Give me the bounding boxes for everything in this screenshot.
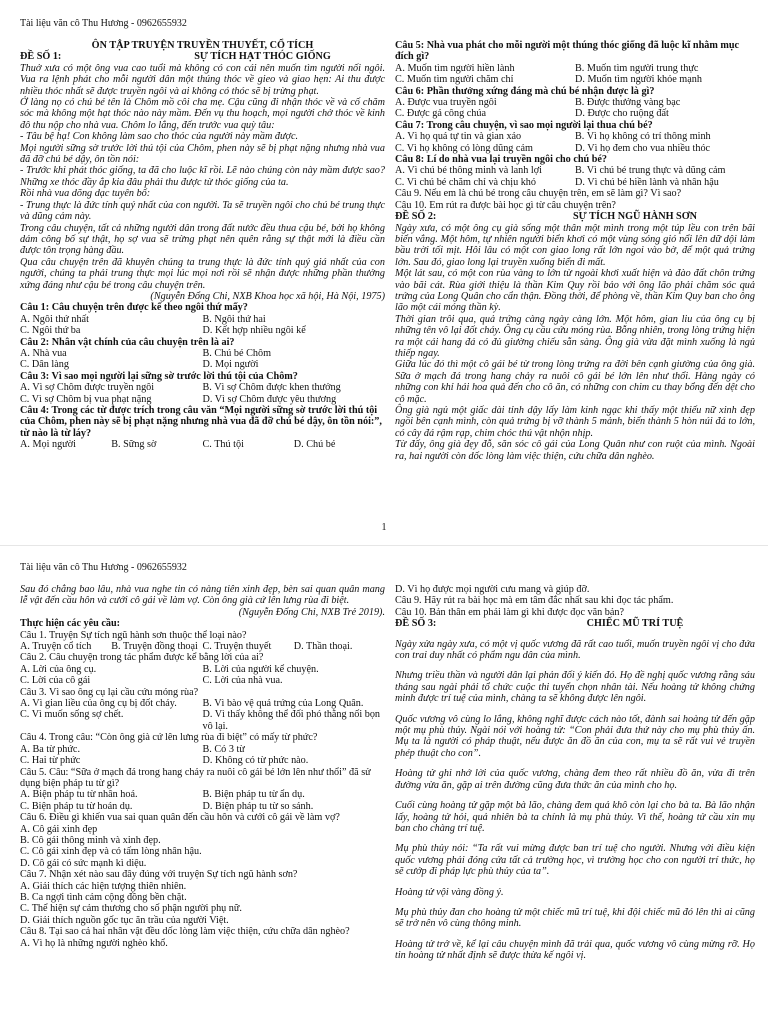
- story-paragraph: Thuở xưa có một ông vua cao tuổi mà không có con cái nên muốn tìm người nối ngôi. Vua ra lệnh phát cho mỗi người dân một thúng thóc về gieo và giao hẹn: Ai thu được nhiều thóc nhất sẽ được truyền ngôi và ai không có thóc sẽ bị trừng phạt.: [20, 62, 385, 97]
- answer-option: B. Sững sờ: [111, 439, 157, 451]
- answer-row: [395, 108, 755, 119]
- answer-row: [20, 698, 385, 709]
- exam-heading: [20, 51, 385, 62]
- source-citation: (Nguyễn Đổng Chi, NXB Khoa học xã hội, Hà Nội, 1975): [150, 290, 385, 302]
- story-paragraph: Mụ phù thủy đan cho hoàng tử một chiếc mũ trí tuệ, khi đội chiếc mũ đó lên thì ai cũng sẽ trở nên vô cùng thông minh.: [395, 906, 755, 930]
- answer-option: D. Vì chú bé hiền lành và nhân hậu: [575, 176, 719, 188]
- story-paragraph: Ông già ngủ một giấc dài tỉnh dậy lấy làm kinh ngạc khi thấy một thiếu nữ xinh đẹp ngồi bên cạnh mình, còn quả trứng bị vỡ thành 5 mảnh, biến thành 5 hòn núi đá to lớn, có cây đá rậm rạp, chim chóc thú vật nhộn nhịp.: [395, 405, 755, 439]
- answer-option: A. Cô gái xinh đẹp: [20, 823, 98, 835]
- question: Câu 5: Nhà vua phát cho mỗi người một thúng thóc giống đã luộc kĩ nhằm mục đích gì?: [395, 40, 740, 63]
- story-paragraph: Hoàng tử trở về, kể lại câu chuyện mình đã trải qua, quốc vương vô cùng mừng rỡ. Họ tin hoàng tử nhất định sẽ được thừa kế ngôi vị.: [395, 938, 755, 962]
- question: Câu 9. Hãy rút ra bài học mà em tâm đắc nhất sau khi đọc tác phẩm.: [395, 595, 674, 607]
- answer-option: C. Lời của cô gái: [20, 675, 91, 687]
- answer-option: C. Vì muốn sống sợ chết.: [20, 709, 124, 721]
- answer-option: B. Cô gái thông minh và xinh đẹp.: [20, 834, 161, 846]
- answer-option: D. Cô gái có sức mạnh kì diệu.: [20, 857, 147, 869]
- answer-row: [395, 165, 755, 176]
- answer-option: B. Muốn tìm người trung thực: [575, 62, 699, 74]
- answer-option: C. Ngôi thứ ba: [20, 325, 81, 337]
- question: Câu 6. Điều gì khiến vua sai quan quân đến cầu hôn và cưới cô gái về làm vợ?: [20, 812, 340, 824]
- exam-number: ĐỀ SỐ 3:: [395, 618, 437, 630]
- question: Câu 7. Nhận xét nào sau đây đúng với truyện Sự tích ngũ hành sơn?: [20, 869, 298, 881]
- answer-row: [20, 755, 385, 766]
- answer-row: [395, 131, 755, 142]
- question: Câu 8. Tại sao cả hai nhân vật đều dốc lòng làm việc thiện, cứu chữa dân nghèo?: [20, 926, 350, 938]
- exam-number: ĐỀ SỐ 1:: [20, 51, 62, 63]
- answer-option: A. Vì họ là những người nghèo khổ.: [20, 937, 168, 949]
- section-heading: Thực hiện các yêu cầu:: [20, 618, 121, 630]
- answer-option: B. Biện pháp tu từ ẩn dụ.: [202, 789, 305, 801]
- answer-option: A. Ba từ phức.: [20, 743, 80, 755]
- answer-row: [20, 359, 385, 370]
- answer-option: D. Được cho ruộng đất: [575, 108, 669, 120]
- answer-row: [20, 675, 385, 686]
- answer-option: A. Mọi người: [20, 439, 76, 451]
- answer-option: C. Dân làng: [20, 359, 69, 371]
- answer-option: D. Kết hợp nhiều ngôi kể: [202, 325, 306, 337]
- question: Câu 2. Câu chuyện trong tác phẩm được kể bằng lời của ai?: [20, 652, 264, 664]
- right-column: [395, 40, 755, 462]
- question: Câu 3. Vì sao ông cụ lại cầu cứu móng rùa?: [20, 686, 199, 698]
- answer-option: A. Muốn tìm người hiền lành: [395, 62, 515, 74]
- answer-option: C. Thể hiện sự cảm thương cho số phận người phụ nữ.: [20, 903, 242, 915]
- answer-option: B. Lời của người kể chuyện.: [202, 663, 319, 675]
- answer-option: C. Thú tội: [202, 439, 244, 451]
- answer-option: D. Thần thoại.: [293, 641, 353, 653]
- story-paragraph: Qua câu chuyện trên đã khuyên chúng ta trung thực là đức tính quý giá nhất của con người, chúng ta phải trung thực mọi lúc mọi nơi rồi sẽ nhận được những phần thưởng xứng đáng như cậu bé trong câu chuyện trên.: [20, 256, 385, 291]
- answer-row: [20, 709, 385, 732]
- left-column: [20, 584, 385, 949]
- answer-option: C. Biện pháp tu từ hoán dụ.: [20, 800, 133, 812]
- answer-row: [395, 63, 755, 74]
- page-number: 1: [381, 522, 387, 533]
- story-paragraph: - Trước khi phát thóc giống, ta đã cho luộc kĩ rồi. Lẽ nào chúng còn này mầm được sao? Những xe thóc đầy ắp kia đâu phải thu được từ thóc giống của ta.: [20, 165, 385, 188]
- question: Câu 7: Trong câu chuyện, vì sao mọi người lại thua chú bé?: [395, 119, 653, 131]
- story-paragraph: Trong câu chuyện, tất cả những người dân trong đất nước đều thua cậu bé, bởi họ không dám công bố sự thật, họ sợ vua sẽ trừng phạt nên quên rằng sự thật mới là điều cần được tôn trọng hàng đầu.: [20, 222, 385, 257]
- answer-row: [20, 325, 385, 336]
- question: Câu 1: Câu chuyện trên được kể theo ngôi thứ mấy?: [20, 302, 248, 314]
- story-paragraph: Quốc vương vô cùng lo lắng, không nghĩ được cách nào tốt, đành sai hoàng tử đến gặp một mụ phù thủy. Ngài nói với hoàng tử: “Con phải đưa thứ này cho mụ phù thủy ấn. Mụ ta là người có pháp thuật, nếu được ăn đồ ăn của con, mụ ta sẽ rất vui vẻ truyền phép thuật cho con”.: [395, 713, 755, 759]
- story-paragraph: Ở làng nọ có chú bé tên là Chôm mồ côi cha mẹ. Cậu cũng đi nhận thóc về và cố chăm sóc mà không một hạt thóc nào này mầm. Đến vụ thu hoạch, mọi người chở thóc về kinh đô thu nộp cho nhà vua. Chôm lo lắng, đến trước vua quỳ tâu:: [20, 97, 385, 131]
- answer-option: A. Nhà vua: [20, 347, 67, 359]
- story-paragraph: Thời gian trôi qua, quả trứng càng ngày càng lớn. Một hôm, gian liu của ông cụ bị những tên vô lại đốt cháy. Ông cụ cầu cứu móng rùa. Bỗng nhiên, trong lòng trứng hiện ra một cái hang đá có đủ giường chiếu sẵn sàng. Ông già vừa đặt mình xuống là ngủ thiếp ngay.: [395, 313, 755, 359]
- answer-option: B. Truyện đồng thoại: [111, 641, 198, 653]
- answer-option: C. Hai từ phức: [20, 755, 81, 767]
- answer-row: [20, 789, 385, 800]
- answer-option: D. Biện pháp tu từ so sánh.: [202, 800, 314, 812]
- story-paragraph: Rồi nhà vua dõng dạc tuyên bố:: [20, 188, 151, 200]
- answer-option: B. Có 3 từ: [202, 743, 245, 755]
- answer-option: A. Vì họ quá tự tin và gian xảo: [395, 131, 522, 143]
- answer-option: C. Muốn tìm người chăm chỉ: [395, 74, 514, 86]
- story-paragraph: Một lát sau, có một con rùa vàng to lớn từ ngoài khơi xuất hiện và đào đất chôn trứng vào bãi cát. Rùa giới thiệu là thần Kim Quy rồi bảo với ông lão phải chăm sóc quả trứng của Long Quân cho cẩn thận. Đồng thời, để phòng về, thần Kim Quy ban cho ông lão một cái móng thần kỳ.: [395, 268, 755, 314]
- answer-row: [20, 664, 385, 675]
- answer-option: A. Giải thích các hiện tượng thiên nhiên.: [20, 880, 187, 892]
- answer-row: [20, 801, 385, 812]
- answer-option: D. Muốn tìm người khỏe mạnh: [575, 74, 702, 86]
- story-paragraph: Ngày xưa, có một ông cụ già sống một thân một mình trong một túp lều con trên bãi biển vắng. Một hôm, tự nhiên người biển khơi có một vùng sóng gió nổi lên dữ dội làm bầu trời tối mịt. Hôi lâu có một con giao long rất lớn ngoi vào bờ, để một quả trứng lớn. Sau đó, giao long lại truyền xuống biển đi mất.: [395, 222, 755, 268]
- story-paragraph: Giữa lúc đó thì một cô gái bé từ trong lòng trứng ra đời bên cạnh giường của ông già. Sữa ở mạch đá trong hang chảy ra nuôi cô gái bé lớn lên như thổi. Hàng ngày có những con khỉ hái hoa quả đến cho cô ăn, có những con chim cu thay bổng đến dệt cho cô mặc.: [395, 359, 755, 405]
- question: Câu 9. Nếu em là chú bé trong câu chuyện trên, em sẽ làm gì? Vì sao?: [395, 188, 682, 200]
- story-title: SỰ TÍCH NGŨ HÀNH SƠN: [573, 211, 697, 223]
- story-paragraph: Hoàng tử vội vàng đồng ý.: [395, 886, 504, 898]
- left-column: [20, 40, 385, 451]
- answer-option: A. Được vua truyền ngôi: [395, 97, 497, 109]
- answer-row: [20, 394, 385, 405]
- question: Câu 6: Phần thưởng xứng đáng mà chú bé nhận được là gì?: [395, 85, 655, 97]
- exam-heading: [395, 211, 755, 222]
- answer-option: D. Vì thấy không thể đối phó thằng nối bọn vô lại.: [202, 709, 381, 732]
- answer-row: [20, 314, 385, 325]
- answer-row: [395, 97, 755, 108]
- question: Câu 4: Trong các từ được trích trong câu văn “Mọi người sững sờ trước lời thú tội của Chôm, phen này sẽ bị phạt nặng nhưng nhà vua đã đỡ chú bé dậy, ôn tồn nói:”, từ nào là từ láy?: [20, 405, 382, 439]
- answer-option: C. Cô gái xinh đẹp và có tấm lòng nhân hậu.: [20, 846, 202, 858]
- right-column: [395, 584, 755, 962]
- answer-option: A. Truyện cổ tích: [20, 641, 92, 653]
- answer-row: [395, 177, 755, 188]
- page-header: Tài liệu văn cô Thu Hương - 0962655932: [20, 18, 187, 29]
- answer-option: A. Vì sợ Chôm được truyền ngôi: [20, 382, 155, 394]
- story-paragraph: - Tâu bệ hạ! Con không làm sao cho thóc của người này mầm được.: [20, 131, 299, 143]
- story-paragraph: Nhưng triều thần và người dân lại phản đối ý kiến đó. Họ đề nghị quốc vương rằng sáu tháng sau ngài phải tổ chức cuộc thi tuyển chọn nhân tài. Nếu hoàng tử không chứng minh được trí tuệ của mình, chàng ta sẽ không được lên ngôi.: [395, 670, 755, 705]
- answer-option: A. Ngôi thứ nhất: [20, 313, 89, 325]
- answer-option: B. Được thưởng vàng bạc: [575, 97, 681, 109]
- answer-option: C. Vì họ không có lòng dũng cảm: [395, 142, 533, 154]
- answer-option: D. Giải thích nguồn gốc tục ăn trầu của người Việt.: [20, 914, 229, 926]
- story-paragraph: Mụ phù thủy nói: “Ta rất vui mừng được ban trí tuệ cho người. Nhưng với điều kiện quốc vương phải đóng cửa tất cả trường học, vì trường học cho con người trí thức, họ sẽ cướp đi pháp lực phù thủy của ta”.: [395, 843, 755, 878]
- answer-option: D. Chú bé: [293, 439, 336, 451]
- question: Câu 8: Lí do nhà vua lại truyền ngôi cho chú bé?: [395, 154, 607, 166]
- answer-row: [395, 143, 755, 154]
- main-title: ÔN TẬP TRUYỆN TRUYỀN THUYẾT, CỔ TÍCH: [91, 40, 314, 51]
- source-citation: (Nguyễn Đổng Chi, NXB Trẻ 2019).: [238, 606, 385, 618]
- answer-option: C. Vì chú bé chăm chỉ và chịu khó: [395, 176, 536, 188]
- answer-option: A. Vì gian liều của ông cụ bị đốt cháy.: [20, 698, 177, 710]
- story-paragraph: Ngày xửa ngày xưa, có một vị quốc vương đã rất cao tuổi, muốn truyền ngôi vị cho đứa con trai duy nhất có phẩm ngu dân của mình.: [395, 638, 755, 662]
- answer-option: A. Biện pháp tu từ nhân hoá.: [20, 789, 138, 801]
- answer-row: [20, 641, 385, 652]
- story-title: CHIẾC MŨ TRÍ TUỆ: [586, 618, 684, 630]
- answer-option: D. Vì sợ Chôm được yêu thương: [202, 393, 337, 405]
- answer-row: [395, 74, 755, 85]
- answer-option: D. Vì họ đem cho vua nhiều thóc: [575, 142, 711, 154]
- answer-option: C. Vì sợ Chôm bị vua phạt nặng: [20, 393, 152, 405]
- page-header: Tài liệu văn cô Thu Hương - 0962655932: [20, 562, 187, 573]
- answer-option: C. Truyện thuyết: [202, 641, 272, 653]
- answer-row: [20, 439, 385, 450]
- story-title: SỰ TÍCH HẠT THÓC GIỐNG: [194, 51, 331, 63]
- answer-option: B. Vì chú bé trung thực và dũng cảm: [575, 165, 726, 177]
- exam-number: ĐỀ SỐ 2:: [395, 211, 437, 223]
- answer-option: B. Vì bào vệ quả trứng của Long Quân.: [202, 698, 364, 710]
- story-paragraph: Sau đó chẳng bao lâu, nhà vua nghe tin có nàng tiên xinh đẹp, bèn sai quan quân mang lễ vật đến cầu hôn và cưới cô gái về làm vợ. Còn ông già cứ lên lưng rùa đi biệt.: [20, 584, 385, 607]
- exam-heading: [395, 618, 755, 629]
- answer-row: [20, 744, 385, 755]
- story-paragraph: Mọi người sững sờ trước lời thú tội của Chôm, phen này sẽ bị phạt nặng nhưng nhà vua đã đỡ chú bé dậy, ôn tồn nói:: [20, 142, 385, 166]
- answer-option: A. Vì chú bé thông minh và lanh lợi: [395, 165, 542, 177]
- story-paragraph: Từ đấy, ông già đẹy đỗ, săn sóc cô gái của Long Quân như con ruột của mình. Ngoài ra, hai người còn dốc lòng làm việc thiện, cứu chữa dân nghèo.: [395, 439, 755, 462]
- answer-option: D. Mọi người: [202, 359, 259, 371]
- answer-option: D. Vì họ được mọi người cưu mang và giúp đỡ.: [395, 584, 590, 595]
- answer-option: A. Lời của ông cụ.: [20, 663, 97, 675]
- question: Câu 3: Vì sao mọi người lại sững sờ trước lời thú tội của Chôm?: [20, 370, 298, 382]
- question: Câu 10. Em rút ra được bài học gì từ câu chuyện trên?: [395, 199, 616, 211]
- story-paragraph: Cuối cùng hoàng tử gặp một bà lão, chàng đem quả khô còn lại cho bà ta. Bà lão nhận lấy, hoàng tử hỏi, quả nhiên bà ta chính là mụ phù thủy. Vì thế, hoàng tử cầu xin mụ ban cho chàng trí tuệ.: [395, 800, 755, 834]
- answer-option: B. Vì sợ Chôm được khen thưởng: [202, 382, 341, 394]
- document-page-2: [0, 546, 768, 1024]
- story-paragraph: - Trung thực là đức tính quý nhất của con người. Ta sẽ truyền ngôi cho chú bé trung thực và dũng cảm này.: [20, 199, 385, 223]
- question: Câu 4. Trong câu: “Còn ông già cứ lên lưng rùa đi biệt” có mấy từ phức?: [20, 732, 318, 744]
- answer-option: B. Ngôi thứ hai: [202, 313, 266, 325]
- answer-row: [20, 382, 385, 393]
- answer-option: C. Được gả công chúa: [395, 108, 486, 120]
- answer-option: B. Chú bé Chôm: [202, 347, 271, 359]
- question: Câu 10. Bản thân em phải làm gì khi được đọc văn bản?: [395, 606, 625, 618]
- question: Câu 1. Truyện Sự tích ngũ hành sơn thuộc thể loại nào?: [20, 629, 247, 641]
- question: Câu 5. Câu: “Sữa ở mạch đá trong hang chảy ra nuôi cô gái bé lớn lên như thổi” đã sử dụng biện pháp tu từ gì?: [20, 766, 371, 789]
- answer-option: C. Lời của nhà vua.: [202, 675, 283, 687]
- answer-option: B. Vì họ không có trí thông minh: [575, 131, 711, 143]
- answer-row: [20, 348, 385, 359]
- story-paragraph: Hoàng tử ghi nhớ lời của quốc vương, chàng đem theo rất nhiều đồ ăn, vừa đi trên đường vừa ăn, gặp ai trên đường cũng đưa thức ăn của mình cho họ.: [395, 768, 755, 791]
- answer-option: D. Không có từ phức nào.: [202, 755, 309, 767]
- question: Câu 2: Nhân vật chính của câu chuyện trên là ai?: [20, 336, 235, 348]
- answer-option: B. Ca ngợi tình cảm cộng đồng bền chặt.: [20, 891, 187, 903]
